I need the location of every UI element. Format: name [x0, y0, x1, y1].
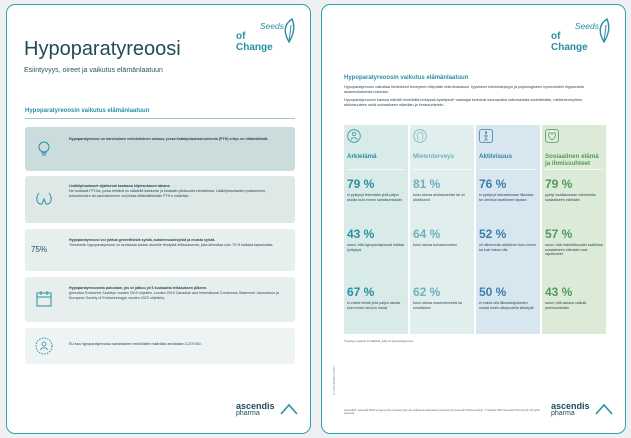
lightbulb-icon — [33, 138, 55, 160]
column-4-stat-3-value: 43 % — [545, 285, 573, 299]
column-1-stat-1-desc: ei pystynyt tekemään yhtä paljon asioita kuin ennen sairastumistaan — [347, 193, 403, 202]
info-card-5 — [25, 328, 295, 364]
card-3-percent: 75% — [31, 245, 48, 254]
logo-line-1: Seeds — [574, 21, 599, 31]
legal-text: Ascendis®, Ascendis Pharma logo ja the company logo are registered trademarks owned by the Ascendis Pharma Group. © October 2024 Ascendis Pharma A/S. All rights reserved. — [344, 409, 540, 416]
column-4-rule — [545, 169, 603, 170]
card-5-text: EU:ssa hypoparatyreoosia sairastavien henkilöiden määräksi arvioidaan 3,219 000. — [69, 342, 202, 346]
column-2-stat-2-desc: tunsi olonsa turhautuneeksi — [413, 243, 457, 247]
column-2-stat-3-value: 62 % — [413, 285, 441, 299]
column-2-stat-1-desc: tunsi olonsa ahdistuneeksi tai oli ahdistunut — [413, 193, 465, 202]
card-3-text: Yleisimmin hypoparatyreoosi on seurausta kaulan alueelle tehdystä leikkauksesta, joka aiheuttaa noin 75 % kaikista tapauksista. — [69, 243, 274, 247]
card-4-bold: Hypoparatyreoosista puhutaan, jos se jatkuu yli 6 kuukautta leikkauksen jälkeen. — [69, 286, 208, 290]
ascendis-logo — [236, 401, 298, 419]
column-4-stat-1-desc: pystyi osallistumaan vähemmän sosiaaliseen elämään — [545, 193, 596, 202]
intro-paragraph-1: Hypoparatyreoosi vaikuttaa kielteisesti terveyteen liittyvään elämänlaatuun, fyysiseen toimintakykyyn ja psykologiseen hyvinvointiin riippumatta asianmukaisesta hoidosta. — [344, 85, 584, 95]
seeds-of-change-logo — [236, 17, 298, 53]
card-1-bold: Hypoparatyreoosi on harvinainen endokriininen sairaus, jossa lisäkilpirauhashormonin (PTH) eritys on riittämätöntä. — [69, 137, 269, 141]
card-3-bold: Hypoparatyreoosi voi johtua geneettisistä syistä, autoimmuunisyistä ja muista syistä. — [69, 238, 216, 242]
seeds-of-change-logo-right — [551, 17, 613, 53]
footnote: *Kyselyyn vastasi 41 lääkäriä, joilla oli hypoparatyreoosi. — [344, 339, 414, 343]
column-3-stat-3-value: 50 % — [479, 285, 507, 299]
logo-line-1: Seeds — [259, 21, 284, 31]
column-2-rule — [413, 169, 471, 170]
document-code: EU-HPO-0000000 10/2024 — [333, 366, 336, 395]
column-sosiaalinen-elama — [542, 125, 606, 334]
column-3-title: Aktiivisuus — [479, 153, 513, 160]
page-subtitle: Esiintyvyys, oireet ja vaikutus elämänlaatuun — [24, 67, 163, 74]
ascendis-mark-icon — [280, 403, 298, 415]
column-2-stat-2-value: 64 % — [413, 227, 441, 241]
column-3-stat-1-desc: ei pystynyt harrastamaan liikuntaa tai urheilua tavalliseen tapaan — [479, 193, 534, 202]
column-4-stat-2-desc: sanoi, että mahdollisuudet osallistua sosiaaliseen elämään ovat rajoittuneet — [545, 243, 603, 257]
column-4-title: Sosiaalinen elämä ja ihmissuhteet — [545, 153, 599, 167]
person-icon — [347, 129, 361, 143]
thyroid-icon — [33, 188, 55, 210]
column-1-stat-3-desc: ei voinut tehdä yhtä paljon asioita kuin ennen tai kuin halusi — [347, 301, 401, 310]
ascendis-line-1: ascendis — [236, 401, 275, 411]
column-3-stat-3-desc: ei voinut olla liikuntarajoitusten vuoksi kodin ulkopuolella kävelyllä — [479, 301, 534, 310]
column-1-rule — [347, 169, 405, 170]
ascendis-line-2: pharma — [551, 410, 575, 417]
running-icon — [479, 129, 493, 143]
ascendis-logo-right — [551, 401, 613, 419]
logo-line-2: of Change — [551, 31, 588, 53]
info-card-1 — [25, 127, 295, 171]
people-icon — [33, 335, 55, 357]
intro-paragraph-2: Hypoparatyreoosin kanssa elävillä henkilöillä tehdyssä kyselyssä* vastaajat kertoivat seuraavista vaikutuksista arkielämään, mielenterveyteen, aktiivisuuteen sekä sosiaaliseen elämään ja ihmissuhteisiin. — [344, 98, 584, 108]
column-2-stat-3-desc: tunsi olonsa masentuneeksi tai surulliseksi — [413, 301, 463, 310]
column-1-stat-2-desc: sanoi, että hypoparatyreoosi haittaa työkykyä — [347, 243, 404, 252]
info-card-4 — [25, 277, 295, 322]
page-title: Hypoparatyreoosi — [24, 38, 181, 60]
column-2-stat-1-value: 81 % — [413, 177, 441, 191]
section-title: Hypoparatyreoosin vaikutus elämänlaatuun — [25, 108, 150, 114]
column-1-stat-3-value: 67 % — [347, 285, 375, 299]
column-2-title: Mielenterveys — [413, 153, 454, 160]
column-3-stat-2-value: 52 % — [479, 227, 507, 241]
column-1-title: Arkielämä — [347, 153, 377, 160]
heart-icon — [545, 129, 559, 143]
head-icon — [413, 129, 427, 143]
card-2-bold: Lisäkilpirauhaset sijaitsevat kaulassa kilpirauhasen takana. — [69, 184, 171, 188]
ascendis-line-2: pharma — [236, 410, 260, 417]
leaf-icon — [280, 17, 298, 43]
leaf-icon — [595, 17, 613, 43]
column-1-stat-1-value: 79 % — [347, 177, 375, 191]
page-right — [321, 4, 626, 434]
column-4-stat-1-value: 79 % — [545, 177, 573, 191]
column-mielenterveys — [410, 125, 474, 334]
ascendis-mark-icon — [595, 403, 613, 415]
column-3-rule — [479, 169, 537, 170]
card-4-text: (perustuu Endocrine Societyn vuoden 2019 ohjeisiin, vuoden 2019 Canadian and International Consensus Statement -lausuntoon ja European Society of Endocrinologyn vuoden 2022 ohjeisiin). — [69, 291, 279, 300]
ascendis-line-1: ascendis — [551, 401, 590, 411]
page-left — [6, 4, 311, 434]
column-3-stat-2-desc: oli vähemmän aktiivinen kuin ennen tai kuin halusi olla — [479, 243, 536, 252]
calendar-icon — [33, 288, 55, 310]
column-3-stat-1-value: 76 % — [479, 177, 507, 191]
info-card-3 — [25, 229, 295, 271]
logo-line-2: of Change — [236, 31, 273, 53]
card-2-text: Ne tuottavat PTH:ta, jonka tehtävä on säädellä kalsiumin ja fosfaatin pitoisuutta elimistössä. Lisäkilpirauhasten poistaminen, tuhoutuminen tai vaurioituminen voi johtaa riittämättömään PTH:n määrään. — [69, 189, 266, 198]
column-4-stat-3-desc: sanoi, että sairaus vaikutti perhesuhteisiin — [545, 301, 587, 310]
column-4-stat-2-value: 57 % — [545, 227, 573, 241]
info-card-2 — [25, 176, 295, 223]
section-rule — [25, 118, 295, 119]
right-section-title: Hypoparatyreoosin vaikutus elämänlaatuun — [344, 75, 469, 81]
column-arkielama — [344, 125, 408, 334]
column-aktiivisuus — [476, 125, 540, 334]
column-1-stat-2-value: 43 % — [347, 227, 375, 241]
